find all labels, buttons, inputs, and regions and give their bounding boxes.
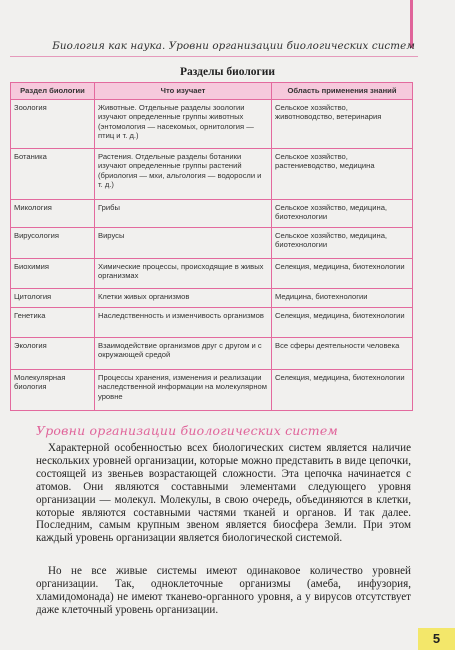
application-cell: Сельское хозяйство, медицина, биотехнологии — [272, 228, 413, 259]
table-row — [11, 308, 413, 338]
application-cell: Сельское хозяйство, медицина, биотехнологии — [272, 200, 413, 228]
application-cell: Сельское хозяйство, животноводство, ветеринария — [272, 100, 413, 149]
application-cell: Селекция, медицина, биотехнологии — [272, 308, 413, 338]
studies-cell: Животные. Отдельные разделы зоологии изучают определенные группы животных (энтомология — насекомых, орнитология — птиц и т. д.) — [95, 100, 272, 149]
section-cell: Биохимия — [11, 259, 95, 289]
column-header-studies: Что изучает — [95, 83, 272, 100]
table-row — [11, 289, 413, 308]
table-row — [11, 370, 413, 411]
biology-sections-table — [10, 82, 413, 411]
section-cell: Ботаника — [11, 149, 95, 200]
studies-cell: Клетки живых организмов — [95, 289, 272, 308]
studies-cell: Грибы — [95, 200, 272, 228]
studies-cell: Вирусы — [95, 228, 272, 259]
header-rule — [10, 56, 418, 57]
table-title: Разделы биологии — [179, 66, 276, 78]
table-row — [11, 338, 413, 370]
section-cell: Микология — [11, 200, 95, 228]
section-cell: Вирусология — [11, 228, 95, 259]
page-number-badge: 5 — [418, 628, 455, 650]
table-header-row — [11, 83, 413, 100]
application-cell: Селекция, медицина, биотехнологии — [272, 370, 413, 411]
table-row — [11, 149, 413, 200]
table-row — [11, 259, 413, 289]
studies-cell: Процессы хранения, изменения и реализации наследственной информации на молекулярном уровне — [95, 370, 272, 411]
body-paragraph: Но не все живые системы имеют одинаковое количество уровней организации. Так, одноклеточные организмы (амеба, инфузория, хламидомонада) не имеют тканево-органного уровня, а у вирусов отсутствует даже клеточный уровень организации. — [36, 565, 411, 616]
running-header: Биология как наука. Уровни организации биологических систем — [52, 40, 415, 52]
application-cell: Селекция, медицина, биотехнологии — [272, 259, 413, 289]
studies-cell: Химические процессы, происходящие в живых организмах — [95, 259, 272, 289]
column-header-application: Область применения знаний — [272, 83, 413, 100]
section-cell: Генетика — [11, 308, 95, 338]
column-header-section: Раздел биологии — [11, 83, 95, 100]
application-cell: Медицина, биотехнологии — [272, 289, 413, 308]
section-cell: Зоология — [11, 100, 95, 149]
section-cell: Молекулярная биология — [11, 370, 95, 411]
section-heading: Уровни организации биологических систем — [36, 423, 338, 438]
table-row — [11, 200, 413, 228]
studies-cell: Растения. Отдельные разделы ботаники изучают определенные группы растений (бриология — мхи, альгология — водоросли и т. д.) — [95, 149, 272, 200]
application-cell: Все сферы деятельности человека — [272, 338, 413, 370]
application-cell: Сельское хозяйство, растениеводство, медицина — [272, 149, 413, 200]
studies-cell: Наследственность и изменчивость организмов — [95, 308, 272, 338]
body-paragraph: Характерной особенностью всех биологических систем является наличие нескольких уровней организации, которые можно представить в виде цепочки, состоящей из звеньев возрастающей сложности. Эта цепочка начинается с атомов. Они являются составными элементами следующего уровня организации — молекул. Молекулы, в свою очередь, объединяются в клетки, которые являются составными частями тканей и органов. И так далее. Последним, самым крупным звеном является биосфера Земли. При этом каждый уровень организации является биологической системой. — [36, 442, 411, 545]
studies-cell: Взаимодействие организмов друг с другом и с окружающей средой — [95, 338, 272, 370]
table-row — [11, 228, 413, 259]
section-cell: Экология — [11, 338, 95, 370]
section-cell: Цитология — [11, 289, 95, 308]
table-row — [11, 100, 413, 149]
